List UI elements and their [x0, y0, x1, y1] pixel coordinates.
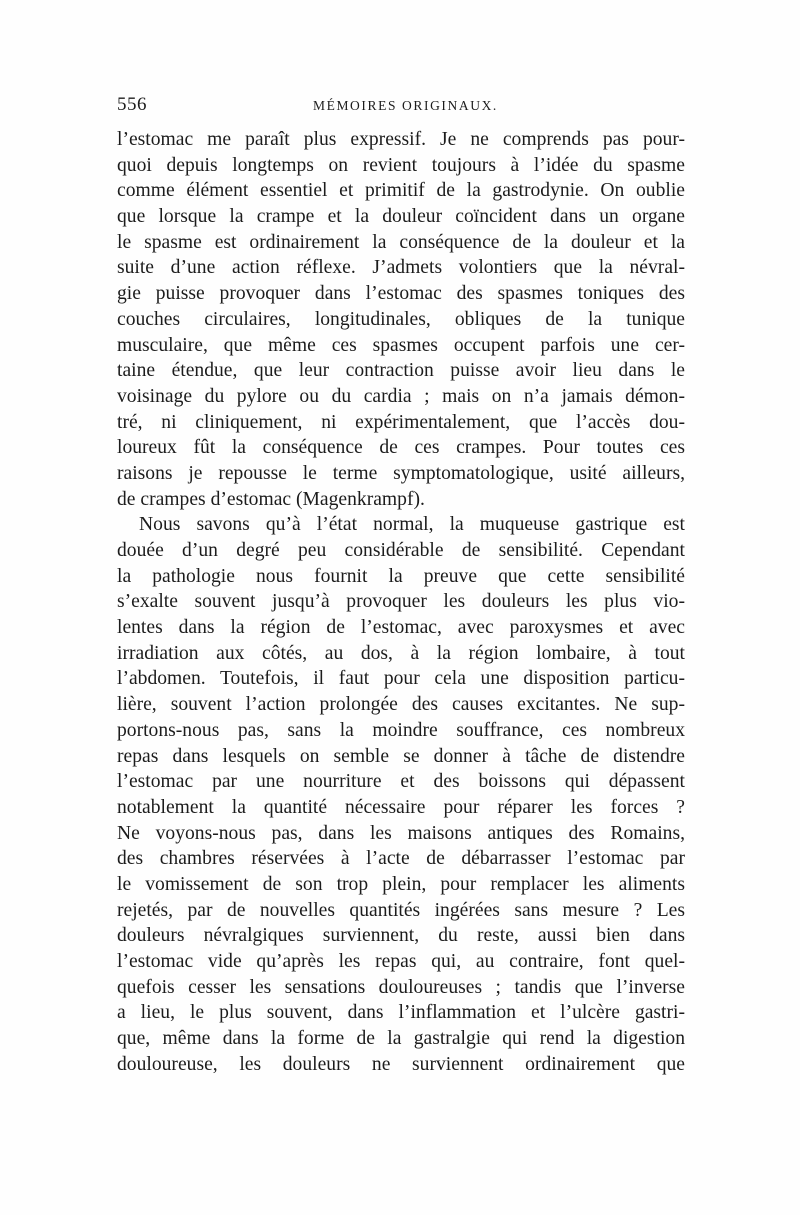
- text-line: lentes dans la région de l’estomac, avec paroxysmes et avec: [117, 617, 685, 639]
- text-line: Ne voyons-nous pas, dans les maisons antiques des Romains,: [117, 822, 685, 844]
- text-line: l’estomac me paraît plus expressif. Je ne comprends pas pour-: [117, 129, 685, 150]
- text-line: tré, ni cliniquement, ni expérimentalement, que l’accès dou-: [117, 411, 685, 433]
- text-line: quoi depuis longtemps on revient toujours à l’idée du spasme: [117, 154, 685, 176]
- text-line: que lorsque la crampe et la douleur coïncident dans un organe: [117, 206, 685, 228]
- text-line: comme élément essentiel et primitif de la gastrodynie. On oublie: [117, 180, 685, 202]
- text-line: suite d’une action réflexe. J’admets volontiers que la névral-: [117, 257, 685, 279]
- page-header: [117, 94, 685, 120]
- text-line: l’abdomen. Toutefois, il faut pour cela une disposition particu-: [117, 668, 685, 690]
- text-line: des chambres réservées à l’acte de débarrasser l’estomac par: [117, 848, 685, 870]
- text-line: que, même dans la forme de la gastralgie qui rend la digestion: [117, 1028, 685, 1050]
- text-line: taine étendue, que leur contraction puisse avoir lieu dans le: [117, 360, 685, 382]
- text-line: rejetés, par de nouvelles quantités ingérées sans mesure ? Les: [117, 899, 685, 921]
- text-line: repas dans lesquels on semble se donner à tâche de distendre: [117, 745, 685, 767]
- text-line: le spasme est ordinairement la conséquence de la douleur et la: [117, 231, 685, 253]
- text-line: lière, souvent l’action prolongée des causes excitantes. Ne sup-: [117, 694, 685, 716]
- text-line: loureux fût la conséquence de ces crampes. Pour toutes ces: [117, 437, 685, 459]
- text-line: gie puisse provoquer dans l’estomac des spasmes toniques des: [117, 283, 685, 305]
- text-line: le vomissement de son trop plein, pour remplacer les aliments: [117, 873, 685, 895]
- text-line: s’exalte souvent jusqu’à provoquer les douleurs les plus vio-: [117, 591, 685, 613]
- text-line: quefois cesser les sensations douloureuses ; tandis que l’inverse: [117, 976, 685, 998]
- text-line: irradiation aux côtés, au dos, à la région lombaire, à tout: [117, 642, 685, 664]
- text-line: notablement la quantité nécessaire pour réparer les forces ?: [117, 796, 685, 818]
- text-line: raisons je repousse le terme symptomatologique, usité ailleurs,: [117, 462, 685, 484]
- text-line: l’estomac vide qu’après les repas qui, au contraire, font quel-: [117, 951, 685, 972]
- text-line: la pathologie nous fournit la preuve que cette sensibilité: [117, 565, 685, 587]
- text-line-paragraph-end: de crampes d’estomac (Magenkrampf).: [117, 488, 425, 510]
- text-line: musculaire, que même ces spasmes occupent parfois une cer-: [117, 334, 685, 356]
- text-line: douleurs névralgiques surviennent, du reste, aussi bien dans: [117, 925, 685, 947]
- text-line: couches circulaires, longitudinales, obliques de la tunique: [117, 308, 685, 330]
- text-line: portons-nous pas, sans la moindre souffrance, ces nombreux: [117, 719, 685, 741]
- page-number: 556: [117, 94, 147, 115]
- running-title: MÉMOIRES ORIGINAUX.: [313, 98, 498, 113]
- text-line-paragraph-start: Nous savons qu’à l’état normal, la muqueuse gastrique est: [139, 514, 685, 536]
- text-line: douloureuse, les douleurs ne surviennent ordinairement que: [117, 1053, 685, 1075]
- text-line: l’estomac par une nourriture et des boissons qui dépassent: [117, 771, 685, 793]
- text-line: voisinage du pylore ou du cardia ; mais on n’a jamais démon-: [117, 385, 685, 407]
- text-line: douée d’un degré peu considérable de sensibilité. Cependant: [117, 540, 685, 561]
- text-line: a lieu, le plus souvent, dans l’inflammation et l’ulcère gastri-: [117, 1002, 685, 1024]
- body-text: [117, 127, 685, 1077]
